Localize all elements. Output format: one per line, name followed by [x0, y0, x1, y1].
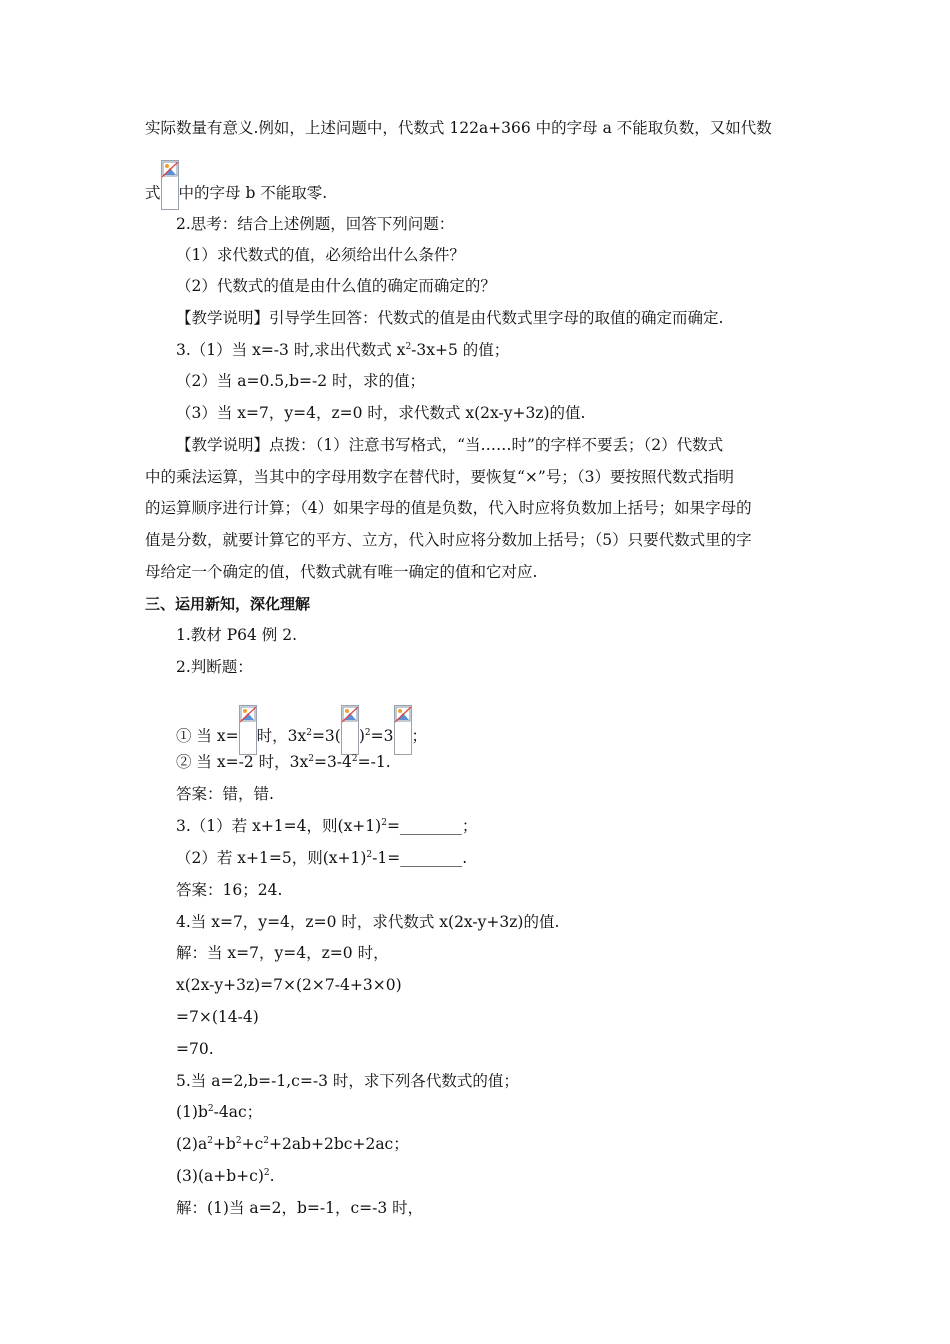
teaching-note — [176, 308, 723, 330]
text: -3x+5 的值； — [411, 341, 510, 359]
exercise-line — [176, 705, 428, 745]
superscript: 2 — [364, 727, 371, 738]
superscript: 2 — [263, 1167, 270, 1178]
solution-line — [176, 1007, 259, 1029]
broken-image-icon — [161, 160, 179, 210]
text: 5.当 a=2,b=-1,c=-3 时，求下列各代数式的值； — [176, 1072, 519, 1090]
teaching-note — [145, 467, 734, 489]
answer-line — [176, 784, 274, 806]
superscript: 2 — [306, 727, 312, 738]
text: ① 当 x= — [176, 727, 239, 745]
text: =-1. — [357, 753, 391, 771]
text: ) — [358, 727, 365, 745]
superscript: 2 — [405, 341, 412, 352]
broken-image-icon — [239, 705, 257, 755]
text: （3）当 x=7，y=4，z=0 时，求代数式 x(2x-y+3z)的值. — [176, 404, 586, 422]
text: 4.当 x=7，y=4，z=0 时，求代数式 x(2x-y+3z)的值. — [176, 913, 560, 931]
broken-image-icon — [394, 705, 412, 755]
exercise-line — [176, 1166, 275, 1188]
text: =3-4 — [313, 753, 352, 771]
paragraph-line — [145, 118, 772, 140]
superscript: 2 — [207, 1135, 213, 1146]
text: 母给定一个确定的值，代数式就有唯一确定的值和它对应. — [145, 563, 538, 581]
text: 答案：16；24. — [176, 881, 283, 899]
exercise-line — [176, 1102, 262, 1124]
text: . — [269, 1167, 275, 1185]
text: 【教学说明】点拨：（1）注意书写格式，“当……时”的字样不要丢；（2）代数式 — [176, 436, 724, 454]
text: 3.（1）若 x+1=4，则(x+1) — [176, 817, 382, 835]
exercise-line — [176, 816, 477, 838]
question-line — [176, 340, 509, 362]
teaching-note — [145, 530, 752, 552]
text: 的运算顺序进行计算；（4）如果字母的值是负数，代入时应将负数加上括号；如果字母的 — [145, 499, 752, 517]
text: =7×(14-4) — [176, 1008, 259, 1026]
solution-line — [176, 943, 389, 965]
superscript: 2 — [351, 753, 358, 764]
text: 解：当 x=7，y=4，z=0 时， — [176, 944, 389, 962]
text: （2）若 x+1=5，则(x+1) — [176, 849, 367, 867]
text: ； — [411, 727, 428, 745]
text: （2）当 a=0.5,b=-2 时，求的值； — [176, 372, 426, 390]
text: x(2x-y+3z)=7×(2×7-4+3×0) — [176, 976, 402, 994]
text: （2）代数式的值是由什么值的确定而确定的？ — [176, 277, 496, 295]
text: 中的字母 b 不能取零. — [178, 184, 328, 202]
question-line — [176, 403, 585, 425]
text: 3.（1）当 x=-3 时,求出代数式 x — [176, 341, 406, 359]
text: 解：(1)当 a=2，b=-1，c=-3 时， — [176, 1199, 424, 1217]
text: =3 — [370, 727, 394, 745]
text: (3)(a+b+c) — [176, 1167, 264, 1185]
superscript: 2 — [366, 849, 373, 860]
text: 1.教材 P64 例 2. — [176, 626, 298, 644]
text: (1)b — [176, 1103, 208, 1121]
text: 时，3x — [256, 727, 307, 745]
text: 值是分数，就要计算它的平方、立方，代入时应将分数加上括号；（5）只要代数式里的字 — [145, 531, 752, 549]
broken-image-icon — [341, 705, 359, 755]
text: 中的乘法运算，当其中的字母用数字在替代时，要恢复“×”号；（3）要按照代数式指明 — [145, 468, 734, 486]
superscript: 2 — [207, 1103, 214, 1114]
exercise-line — [176, 1134, 409, 1156]
exercise-line — [176, 1071, 519, 1093]
exercise-line — [176, 848, 467, 870]
teaching-note — [145, 562, 537, 584]
solution-line — [176, 975, 402, 997]
text: =________； — [386, 817, 478, 835]
text: 三、运用新知，深化理解 — [145, 595, 311, 613]
question-line — [176, 245, 465, 267]
text: +b — [212, 1135, 236, 1153]
answer-line — [176, 880, 282, 902]
superscript: 2 — [235, 1135, 242, 1146]
solution-line — [176, 1039, 214, 1061]
section-heading — [145, 594, 310, 616]
text: -1=________. — [372, 849, 468, 867]
text: 答案：错，错. — [176, 785, 274, 803]
text: ② 当 x=-2 时，3x — [176, 753, 309, 771]
exercise-line — [176, 657, 253, 679]
question-line — [176, 371, 425, 393]
superscript: 2 — [263, 1135, 269, 1146]
text: （1）求代数式的值，必须给出什么条件？ — [176, 246, 465, 264]
superscript: 2 — [308, 753, 314, 764]
text: 【教学说明】引导学生回答：代数式的值是由代数式里字母的取值的确定而确定. — [176, 309, 724, 327]
text: 实际数量有意义.例如，上述问题中，代数式 122a+366 中的字母 a 不能取负数，又如代数 — [145, 119, 772, 137]
superscript: 2 — [381, 817, 387, 828]
question-line — [176, 276, 496, 298]
exercise-line — [176, 912, 559, 934]
text: 2.判断题： — [176, 658, 253, 676]
solution-line — [176, 1198, 423, 1220]
exercise-line — [176, 625, 297, 647]
question-line — [176, 214, 454, 236]
exercise-line — [176, 752, 391, 774]
text: (2)a — [176, 1135, 208, 1153]
text: =3( — [311, 727, 341, 745]
text: 式 — [145, 184, 161, 202]
text: =70. — [176, 1040, 214, 1058]
text: +2ab+2bc+2ac； — [269, 1135, 409, 1153]
text: -4ac； — [213, 1103, 263, 1121]
teaching-note — [145, 498, 752, 520]
paragraph-line — [145, 162, 328, 202]
text: 2.思考：结合上述例题，回答下列问题： — [176, 215, 455, 233]
teaching-note — [176, 435, 723, 457]
text: +c — [241, 1135, 264, 1153]
